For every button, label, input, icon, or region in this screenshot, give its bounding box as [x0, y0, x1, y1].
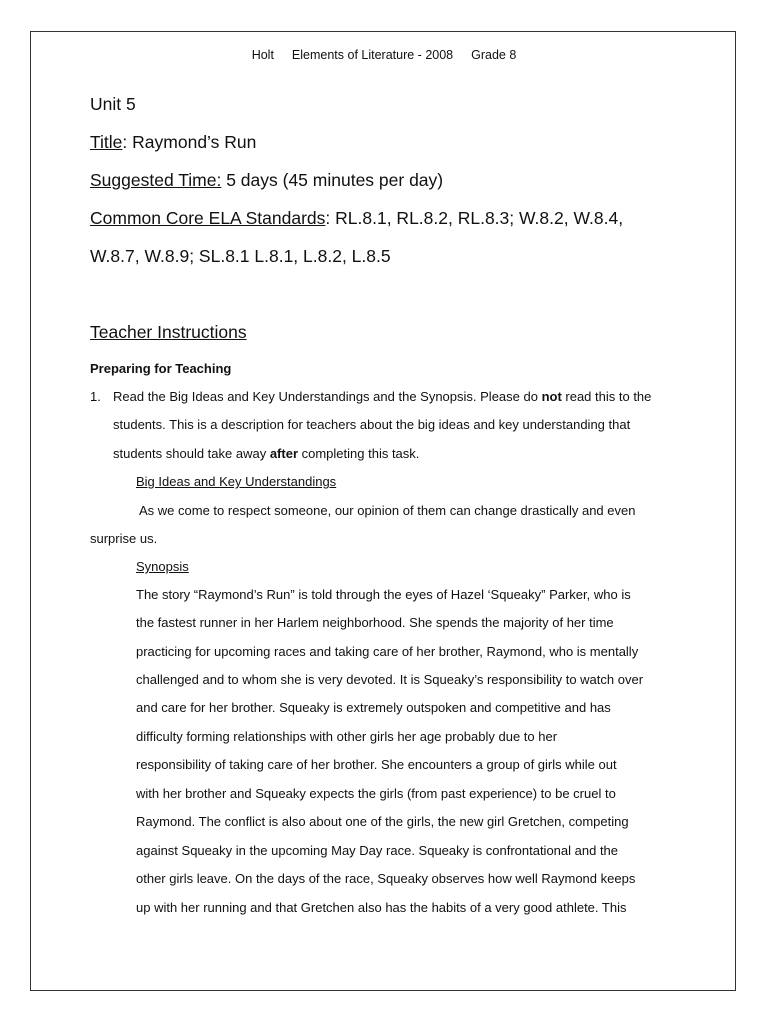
- standards-line-1: Common Core ELA Standards: RL.8.1, RL.8.2, RL.8.3; W.8.2, W.8.4,: [90, 208, 624, 228]
- title-colon: :: [122, 132, 133, 152]
- standards-list-1: RL.8.1, RL.8.2, RL.8.3; W.8.2, W.8.4,: [335, 208, 624, 228]
- big-ideas-heading: Big Ideas and Key Understandings: [136, 474, 337, 489]
- synopsis-line: challenged and to whom she is very devoted. It is Squeaky’s responsibility to watch over: [136, 672, 644, 687]
- synopsis-line: practicing for upcoming races and taking care of her brother, Raymond, who is mentally: [136, 644, 639, 659]
- synopsis-line: up with her running and that Gretchen also has the habits of a very good athlete. This: [136, 900, 627, 915]
- synopsis-line: responsibility of taking care of her brother. She encounters a group of girls while out: [136, 757, 617, 772]
- suggested-time-line: [90, 170, 443, 191]
- step1-line-1: Read the Big Ideas and Key Understandings and the Synopsis. Please do not read this to the: [113, 389, 652, 404]
- step-number: 1.: [90, 389, 101, 404]
- header-grade: Grade 8: [471, 48, 517, 62]
- synopsis-heading: Synopsis: [136, 559, 189, 574]
- big-ideas-line-1: As we come to respect someone, our opinion of them can change drastically and even: [139, 503, 636, 518]
- synopsis-line: the fastest runner in her Harlem neighborhood. She spends the majority of her time: [136, 615, 614, 630]
- synopsis-line: against Squeaky in the upcoming May Day race. Squeaky is confrontational and the: [136, 843, 619, 858]
- step1-line-3: students should take away after completing this task.: [113, 446, 420, 461]
- synopsis-line: Raymond. The conflict is also about one of the girls, the new girl Gretchen, competing: [136, 814, 629, 829]
- synopsis-line: with her brother and Squeaky expects the girls (from past experience) to be cruel to: [136, 786, 616, 801]
- title-value: Raymond’s Run: [132, 132, 257, 152]
- teacher-instructions-heading: Teacher Instructions: [90, 322, 247, 342]
- step1-line-2: students. This is a description for teachers about the big ideas and key understanding that: [113, 417, 631, 432]
- title-label: Title: [90, 132, 123, 152]
- title-line: [90, 132, 256, 153]
- header-book: Elements of Literature - 2008: [291, 48, 454, 62]
- synopsis-line: The story “Raymond’s Run” is told through the eyes of Hazel ‘Squeaky” Parker, who is: [136, 587, 631, 602]
- unit-label: Unit 5: [90, 94, 136, 114]
- standards-label: Common Core ELA Standards: [90, 208, 326, 228]
- suggested-time-label: Suggested Time:: [90, 170, 222, 190]
- preparing-for-teaching-heading: Preparing for Teaching: [90, 361, 232, 376]
- synopsis-line: other girls leave. On the days of the race, Squeaky observes how well Raymond keeps: [136, 871, 636, 886]
- synopsis-line: and care for her brother. Squeaky is extremely outspoken and competitive and has: [136, 700, 611, 715]
- running-header: [0, 48, 768, 62]
- header-publisher: Holt: [251, 48, 274, 62]
- synopsis-line: difficulty forming relationships with other girls her age probably due to her: [136, 729, 558, 744]
- big-ideas-line-2: surprise us.: [90, 531, 158, 546]
- suggested-time-value: 5 days (45 minutes per day): [226, 170, 444, 190]
- standards-line-2: W.8.7, W.8.9; SL.8.1 L.8.1, L.8.2, L.8.5: [90, 246, 391, 266]
